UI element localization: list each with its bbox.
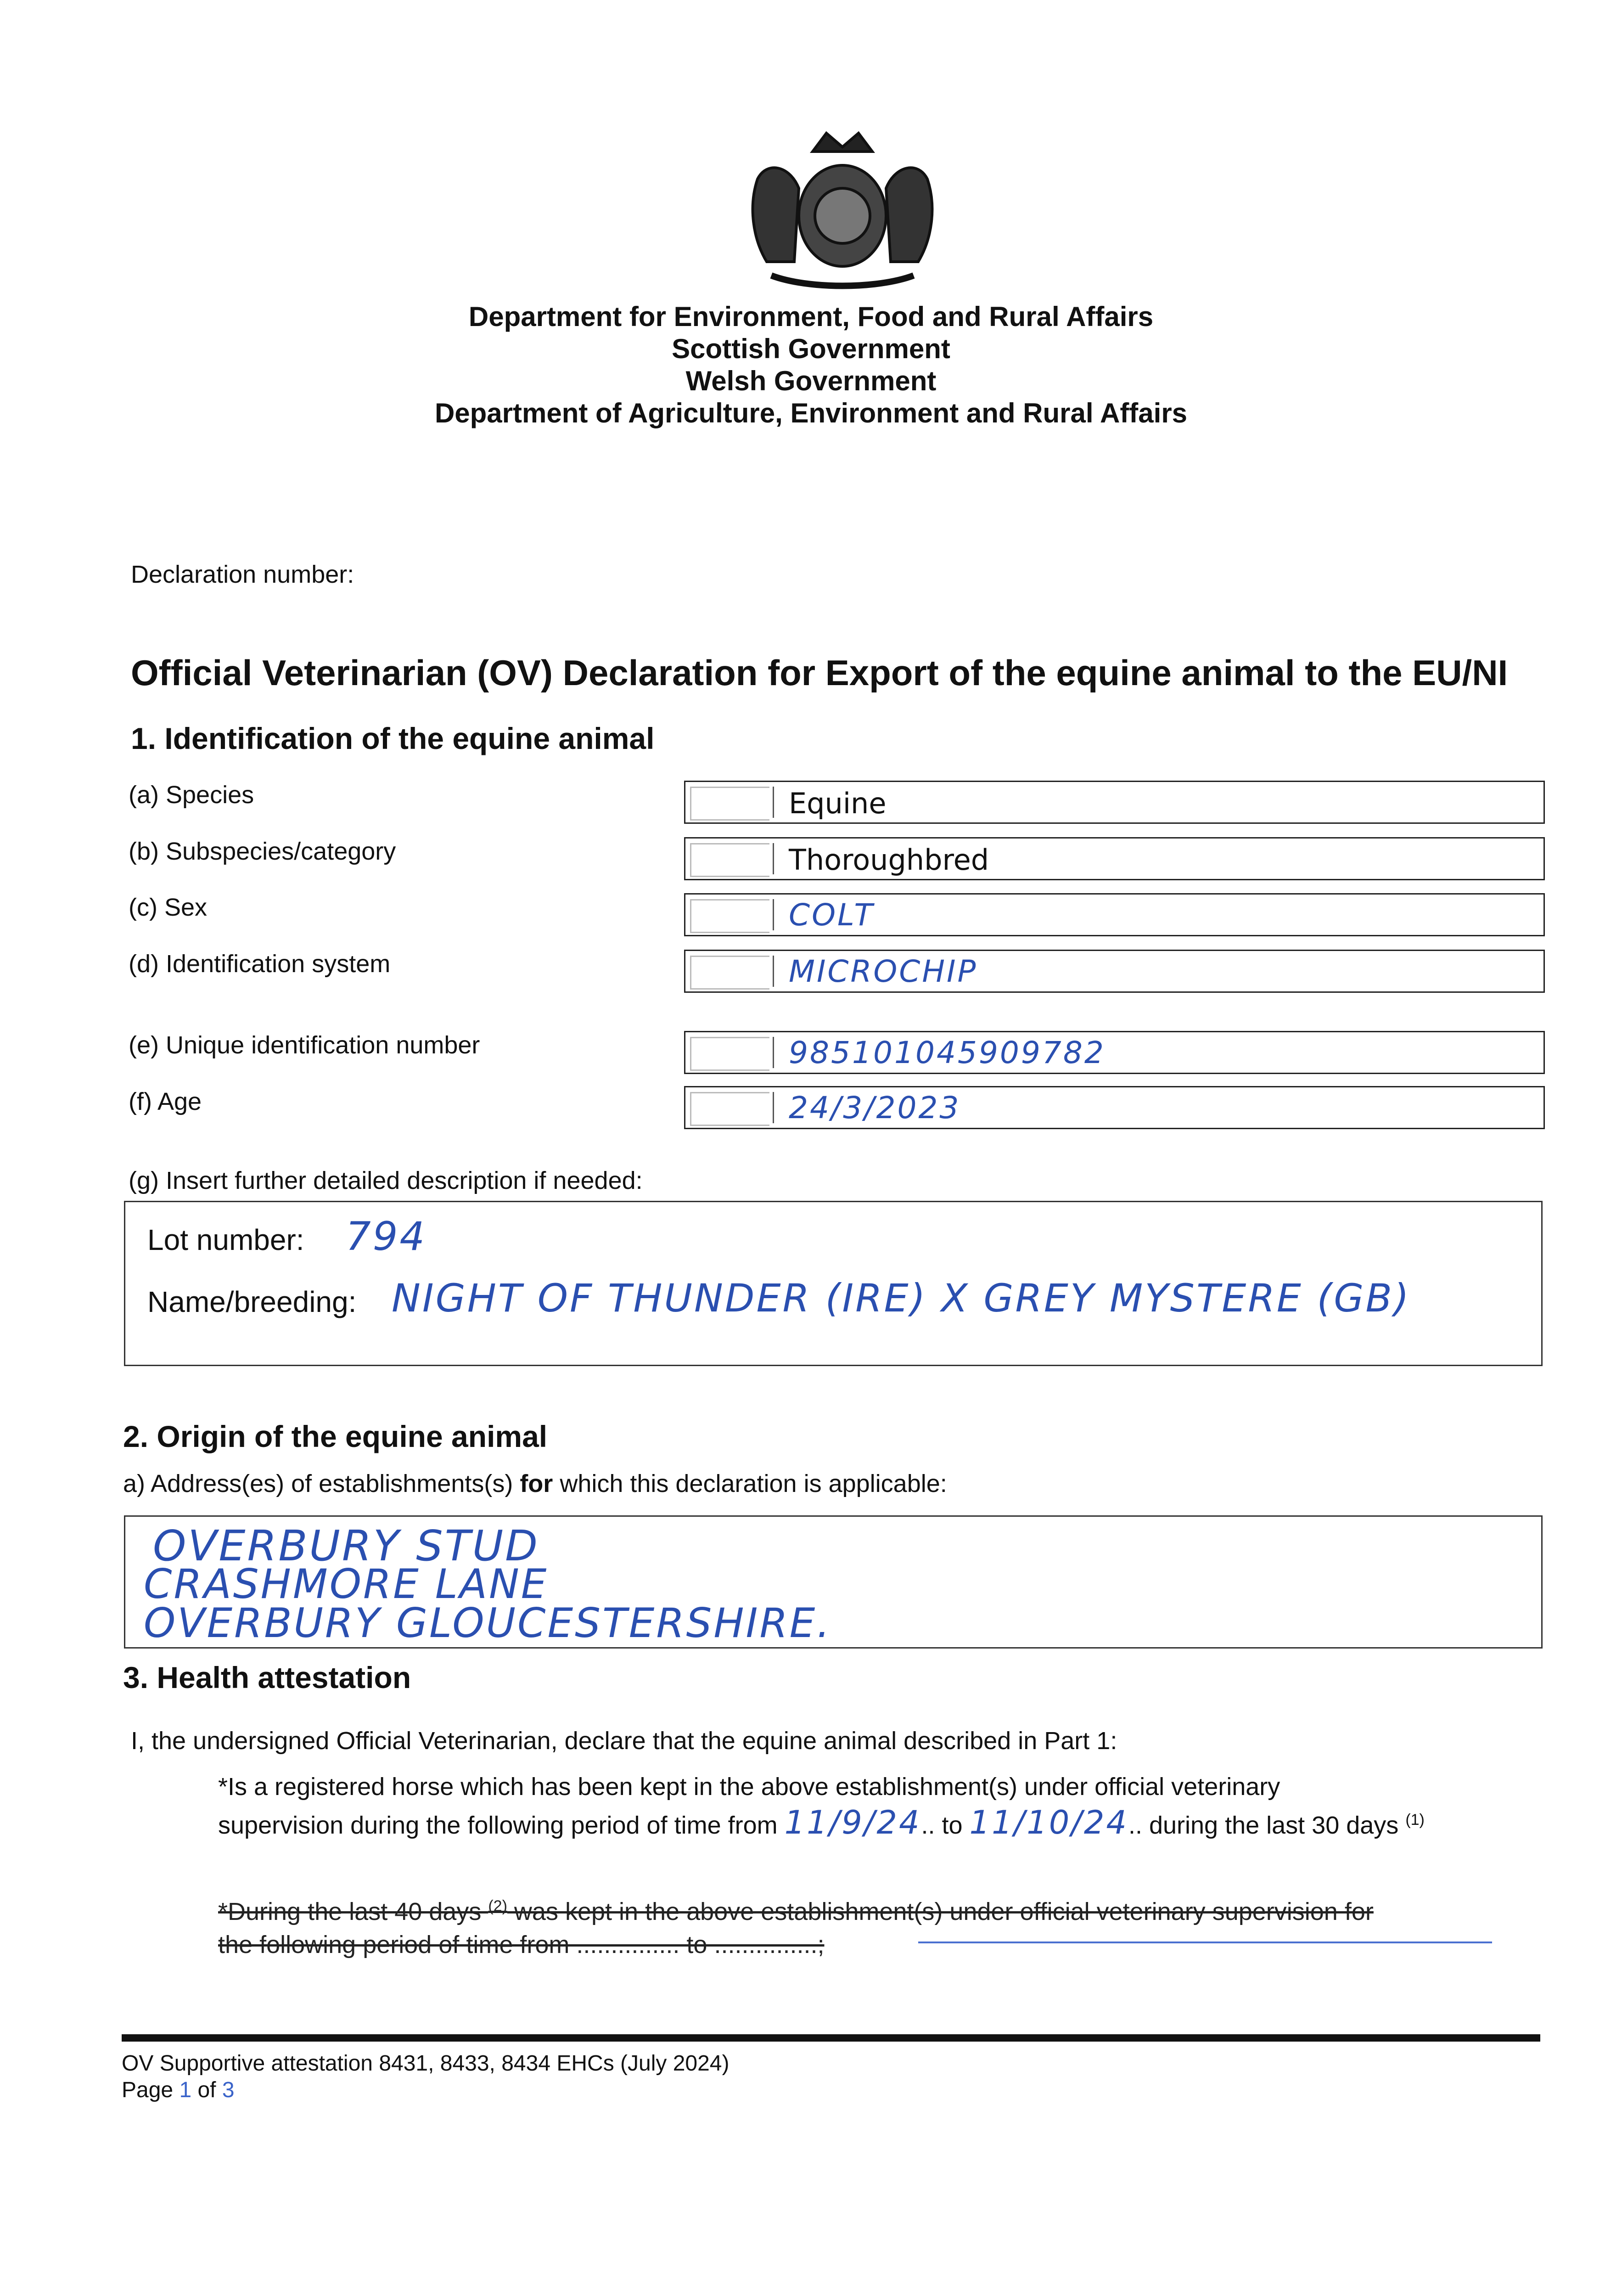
unique-id-value: 985101045909782 (789, 1035, 1106, 1070)
page-number: Page 1 of 3 (122, 2078, 235, 2102)
footer-rule (122, 2034, 1540, 2042)
department-line-3: Welsh Government (685, 366, 937, 396)
identification-system-value: MICROCHIP (789, 954, 978, 989)
species-value: Equine (789, 787, 887, 820)
page-title: Official Veterinarian (OV) Declaration for Export of the equine animal to the EU/NI (131, 653, 1508, 693)
lot-number-value: 794 (346, 1214, 427, 1260)
species-label: (a) Species (129, 781, 254, 809)
period-from-date: 11/9/24 (784, 1804, 921, 1841)
further-description-box (124, 1201, 1543, 1366)
species-field (684, 781, 1545, 824)
age-value: 24/3/2023 (789, 1090, 961, 1125)
attestation-para-1: *Is a registered horse which has been kept in the above establishment(s) under official veterinary supervision during the following period of time from 11/9/24.. to 11/10/24.. during the last 30 days $^{(1)}$ (218, 1773, 1425, 1841)
sex-value: COLT (789, 897, 875, 933)
declaration-number-label: Declaration number: (131, 561, 354, 588)
sex-field (684, 893, 1545, 936)
age-label: (f) Age (129, 1088, 202, 1115)
address-box (124, 1515, 1543, 1649)
address-line-2: CRASHMORE LANE (144, 1560, 549, 1608)
department-line-4: Department of Agriculture, Environment and Rural Affairs (434, 398, 1188, 428)
section-1-heading: 1. Identification of the equine animal (131, 721, 655, 755)
unique-id-label: (e) Unique identification number (129, 1031, 480, 1059)
period-to-date: 11/10/24 (969, 1804, 1128, 1841)
lot-number-label: Lot number: (147, 1223, 304, 1256)
sex-label: (c) Sex (129, 894, 208, 921)
footer-attestation-ref: OV Supportive attestation 8431, 8433, 8434 EHCs (July 2024) (122, 2051, 730, 2076)
attestation-intro: I, the undersigned Official Veterinarian, declare that the equine animal described in Part 1: (131, 1727, 1117, 1755)
department-line-2: Scottish Government (672, 333, 950, 364)
address-line-3: OVERBURY GLOUCESTERSHIRE. (144, 1599, 832, 1647)
address-label: a) Address(es) of establishments(s) for which this declaration is applicable: (123, 1470, 947, 1497)
handwritten-strike-line (918, 1941, 1492, 1943)
name-breeding-label: Name/breeding: (147, 1285, 357, 1318)
identification-system-field (684, 950, 1545, 993)
attestation-para-2-struck: *During the last 40 days $^{(2)}$ was kept in the above establishment(s) under official veterinary supervision for the following period of time from ............... to ...............; (218, 1897, 1374, 1958)
address-line-1: OVERBURY STUD (153, 1521, 539, 1570)
subspecies-label: (b) Subspecies/category (129, 838, 396, 865)
age-field (684, 1086, 1545, 1129)
royal-coat-of-arms-logo (739, 124, 946, 294)
name-breeding-value: NIGHT OF THUNDER (IRE) X GREY MYSTERE (GB) (392, 1276, 1411, 1321)
subspecies-value: Thoroughbred (789, 843, 989, 877)
department-line-1: Department for Environment, Food and Rural Affairs (468, 301, 1154, 332)
further-description-label: (g) Insert further detailed description if needed: (129, 1167, 643, 1194)
section-2-heading: 2. Origin of the equine animal (123, 1419, 548, 1453)
subspecies-field (684, 837, 1545, 880)
section-3-heading: 3. Health attestation (123, 1660, 411, 1694)
identification-system-label: (d) Identification system (129, 950, 391, 978)
unique-id-field (684, 1031, 1545, 1074)
footer (122, 2050, 729, 2104)
